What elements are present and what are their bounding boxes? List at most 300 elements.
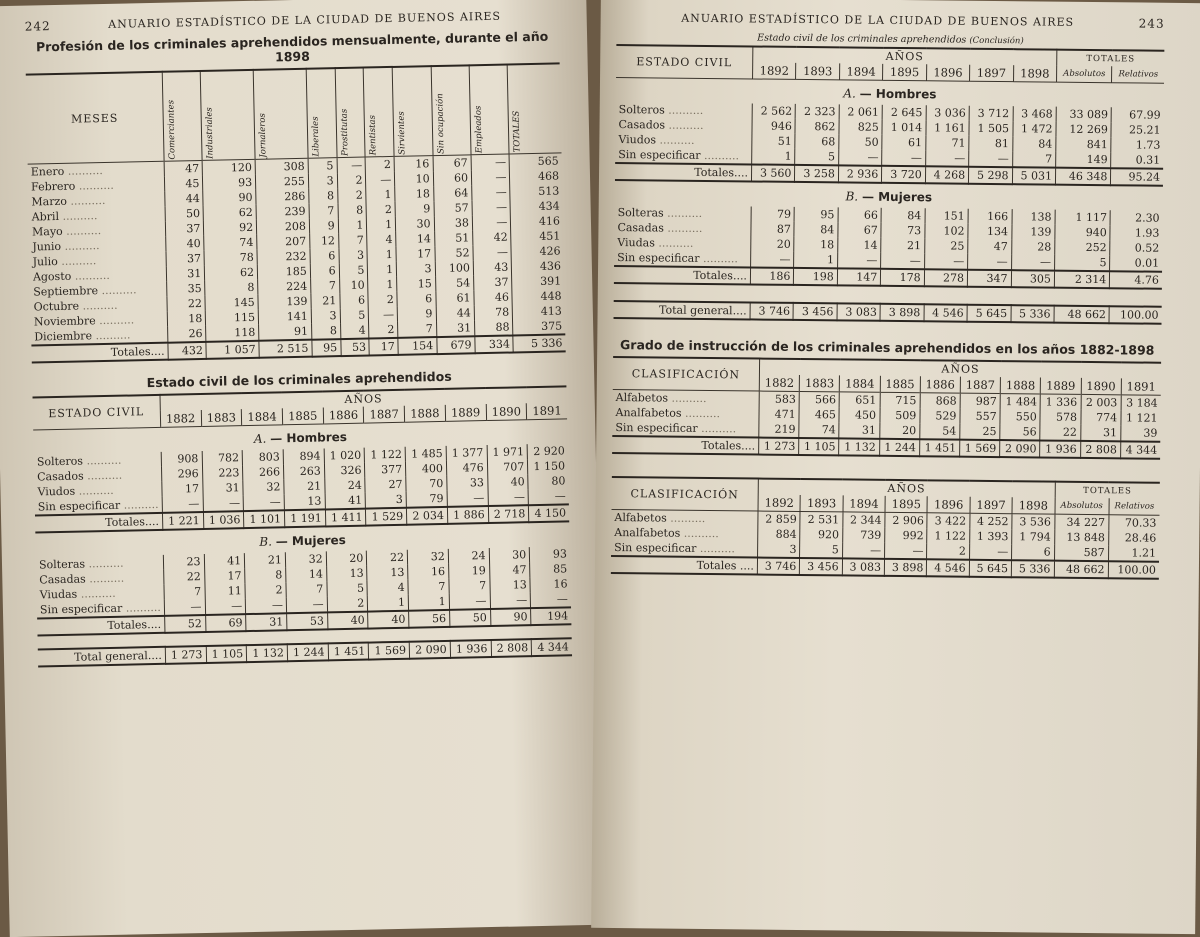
data-cell: 239 [256,204,309,220]
totals-cell: 4 268 [925,166,969,183]
data-cell: 7 [408,579,449,595]
totals-cell: 4 344 [531,638,572,656]
data-cell: 707 [487,459,528,475]
year-header: 1893 [796,63,840,80]
data-cell: 41 [325,493,366,510]
row-label-text: Sin especificar [618,148,701,162]
data-cell: 583 [759,391,799,407]
data-cell: 79 [751,206,795,221]
data-cell: 24 [448,548,489,564]
totals-cell: 1 569 [960,440,1000,457]
data-cell: 5 [800,542,843,558]
totals-cell: 679 [436,336,475,354]
row-label-text: Solteras [38,557,86,572]
year-header: 1890 [486,403,527,420]
data-cell: — [969,544,1012,560]
data-cell: 224 [258,279,311,295]
estado-title: Estado civil de los criminales aprehendidos [146,368,452,391]
data-cell: 413 [513,303,565,319]
data-cell: 1.73 [1111,137,1163,153]
leader-dots: .......... [666,511,706,525]
leader-dots: .......... [681,406,721,421]
data-cell: 426 [511,243,563,259]
totals-cell: 46 348 [1055,168,1111,186]
data-cell: 67 [838,222,882,237]
totals-cell: 5 645 [969,560,1012,577]
column-header [392,66,432,156]
leader-dots: .......... [663,221,703,235]
data-cell: 286 [256,189,309,205]
row-label [611,525,758,542]
data-cell: 578 [1040,409,1080,424]
data-cell: 73 [881,223,925,238]
data-cell: 4 [340,322,369,339]
running-head-text: ANUARIO ESTADÍSTICO DE LA CIUDAD DE BUENOS AIRES [108,9,502,31]
totals-cell: 1 273 [165,646,206,664]
data-cell: 84 [1012,136,1056,151]
data-cell: 44 [165,191,204,207]
row-label-text: Julio [32,254,58,269]
year-header: 1891 [1121,378,1161,395]
data-cell: 22 [167,296,206,312]
totals-cell: 3 258 [795,165,839,182]
data-cell: 434 [510,198,562,214]
data-cell: 862 [795,119,839,134]
data-cell: 3 712 [969,106,1013,121]
data-cell: 2 [327,596,368,613]
data-cell: 451 [511,228,563,244]
data-cell: 255 [256,174,309,190]
row-label-text: Viudas [39,587,78,602]
data-cell: 266 [243,464,284,480]
data-cell: 2 [369,322,398,339]
data-cell: 1.21 [1108,545,1159,562]
totals-cell: 2 808 [491,639,532,657]
totals-cell: 17 [369,338,398,356]
leader-dots: .......... [71,268,110,283]
data-cell: 2.30 [1110,210,1162,226]
data-cell: 151 [925,208,969,223]
year-header: 1886 [323,407,364,424]
totals-cell: 178 [881,269,925,286]
data-cell: — [838,149,882,165]
leader-dots: .......... [62,224,102,238]
data-cell: 22 [367,550,408,566]
data-cell: 12 [310,233,339,249]
data-cell: 32 [407,549,448,565]
data-cell: 139 [258,294,311,310]
row-label-text: Enero [30,164,65,179]
data-cell: 391 [512,273,564,289]
row-label [615,147,752,164]
data-cell: 587 [1054,545,1108,562]
section-name: — Mujeres [275,533,347,549]
totals-cell: 1 886 [447,506,488,524]
totals-cell: 3 720 [882,166,926,183]
data-cell: 565 [509,153,561,170]
totals-cell: 56 [409,610,450,628]
data-cell: 64 [433,185,472,201]
data-cell: 1 014 [882,120,926,135]
data-cell: 118 [206,325,259,342]
row-label-text: Alfabetos [615,391,669,405]
year-header: 1884 [840,375,880,392]
year-header: 1888 [1000,377,1040,394]
row-label-text: Sin especificar [37,498,121,514]
year-header: 1896 [926,64,970,81]
totals-cell: 4 344 [1120,441,1160,458]
data-cell: 377 [365,462,406,478]
data-cell: 8 [245,567,286,583]
data-cell: — [751,251,795,267]
data-cell: 3 [339,247,368,263]
data-cell: 5 [340,307,369,323]
year-header: 1896 [927,496,970,513]
data-cell: — [205,598,246,615]
data-cell: 1 794 [1012,529,1055,544]
totals-cell: 90 [490,608,531,626]
totals-cell: 4 546 [924,304,968,321]
data-cell: 7 [398,321,437,338]
totals-cell: 432 [168,342,207,360]
totals-cell: 1 936 [1040,440,1080,457]
leader-dots: .......... [85,571,125,586]
row-label-text: Solteros [618,103,665,117]
running-head-text: ANUARIO ESTADÍSTICO DE LA CIUDAD DE BUENOS AIRES [681,11,1075,29]
data-cell: 43 [473,259,512,275]
totals-cell: 3 083 [837,303,881,320]
data-cell: 44 [436,305,475,321]
row-label [614,235,751,251]
totals-cell: 147 [837,268,881,285]
totals-label: Totales.... [694,165,749,180]
data-cell: 93 [530,546,571,562]
row-label-text: Sin especificar [615,421,698,435]
column-header [306,68,337,158]
totals-cell: 347 [967,270,1011,287]
row-label-text: Casados [37,469,84,484]
data-cell: — [447,490,488,507]
data-cell: 25 [960,424,1000,440]
row-label-text: Casados [618,118,666,132]
row-label-text: Junio [32,239,62,254]
data-cell: 21 [284,478,325,494]
data-cell: 3 [308,173,337,189]
data-cell: 30 [489,547,530,563]
data-cell: 782 [202,450,243,466]
leader-dots: .......... [77,586,116,601]
data-cell: 42 [473,229,512,245]
data-cell: 219 [759,422,799,438]
data-cell: 71 [925,135,969,150]
data-cell: 47 [968,239,1012,254]
leader-dots: .......... [75,483,114,498]
row-label [615,117,752,133]
totals-cell: 2 515 [259,340,312,358]
year-header: 1882 [160,410,201,427]
data-cell: 3 468 [1013,106,1057,121]
totals-label: Totales.... [701,438,756,453]
data-cell: 1 [367,217,396,233]
row-label-text: Analfabetos [615,406,682,420]
data-cell: 74 [204,235,257,251]
data-cell: 326 [324,463,365,479]
row-label [611,510,758,527]
year-header: 1892 [758,495,801,512]
data-cell: 30 [396,216,435,232]
data-cell: — [162,496,203,513]
totals-cell: 100.00 [1108,561,1159,579]
totals-cell: 1 529 [366,508,407,526]
leader-dots: .......... [664,118,704,132]
data-cell: 37 [474,274,513,290]
data-cell: 16 [408,564,449,580]
data-cell: 2 [368,292,397,308]
totals-cell: 1 132 [247,644,288,662]
data-cell: 61 [436,290,475,306]
estado-civil-header: ESTADO CIVIL [616,45,753,79]
totals-cell: 5 336 [513,334,565,352]
data-cell: 803 [242,449,283,465]
column-header-text: Sirvientes [396,111,408,155]
data-cell: 47 [489,562,530,578]
data-cell: — [471,154,510,170]
data-cell: 6 [1012,544,1055,560]
data-cell: 61 [882,135,926,150]
data-cell: 15 [397,276,436,292]
data-cell: 16 [394,156,433,172]
totals-cell: 40 [327,612,368,630]
estado-cont-title-text: Estado civil de los criminales aprehendidos [757,32,967,46]
data-cell: 1 [752,148,796,164]
data-cell: 134 [968,224,1012,239]
leader-dots: .......... [60,239,100,253]
data-cell: 31 [436,320,475,337]
row-label [611,540,758,558]
data-cell: 139 [1011,224,1055,239]
data-cell: 223 [202,465,243,481]
data-cell: — [243,494,284,511]
data-cell: 6 [340,292,369,308]
row-label-text: Octubre [33,299,80,314]
totals-cell: 194 [531,607,572,625]
totals-cell: 2 090 [409,641,450,659]
totals-label: Totales.... [105,514,160,530]
data-cell: 1 122 [365,447,406,463]
data-cell: 23 [163,554,204,570]
leader-dots: .......... [97,283,137,298]
row-label [614,220,751,236]
data-cell: 102 [925,223,969,238]
section-letter: B. [259,534,273,549]
data-cell: 5 [795,149,839,165]
row-label-text: Analfabetos [614,526,681,540]
row-label-text: Sin especificar [614,541,697,555]
totals-cell: 2 936 [838,165,882,182]
totals-cell: 4 546 [927,559,970,576]
year-header: 1895 [885,496,928,513]
totals-cell: 3 746 [757,558,800,575]
data-cell: 1 336 [1040,394,1080,410]
data-cell: — [528,488,569,505]
data-cell: 5 [1055,255,1111,272]
totals-cell: 1 105 [206,645,247,663]
data-cell: 31 [1080,425,1120,441]
data-cell: 2 061 [839,104,883,119]
data-cell: 1 117 [1055,210,1111,226]
year-header: 1894 [839,63,883,80]
year-header: 1890 [1081,378,1121,395]
row-label [614,250,751,267]
data-cell: 100 [435,260,474,276]
data-cell: 20 [326,551,367,567]
data-cell: — [881,253,925,269]
data-cell: 51 [752,133,796,148]
data-cell: 52 [435,245,474,261]
data-cell: 884 [758,527,801,542]
relativos-header: Relativos [1109,498,1160,515]
data-cell: 95 [794,207,838,222]
spacer [614,283,751,302]
totals-cell: 1 101 [244,510,285,528]
section-letter: A. [253,431,267,446]
leader-dots: .......... [696,541,735,556]
leader-dots: .......... [64,164,103,178]
data-cell: 138 [1012,209,1056,224]
data-cell: 0.01 [1110,255,1162,272]
data-cell: 78 [204,250,257,266]
data-cell: 2 003 [1081,394,1121,410]
totals-cell: 53 [287,612,328,630]
data-cell: — [925,150,969,166]
data-cell: 3 184 [1121,395,1161,411]
year-header: 1885 [880,376,920,393]
leader-dots: .......... [82,453,122,468]
section-letter: A. [843,86,856,101]
year-header: 1888 [404,405,445,422]
data-cell: 54 [920,423,960,439]
data-cell: 22 [163,569,204,585]
data-cell: 5 [339,262,368,278]
data-cell: 25 [924,238,968,253]
totals-cell: 3 898 [884,559,927,576]
year-header: 1897 [970,497,1013,514]
data-cell: 25.21 [1111,122,1163,138]
data-cell: 1 [368,262,397,278]
column-header-text: TOTALES [511,110,523,153]
data-cell: — [882,150,926,166]
data-cell: 825 [839,119,883,134]
data-cell: 68 [795,134,839,149]
data-cell: 62 [203,205,256,221]
totals-cell: 1 936 [450,640,491,658]
data-cell: 81 [969,136,1013,151]
data-cell: 33 089 [1056,107,1112,123]
year-header: 1884 [242,408,283,425]
row-label-text: Viudos [37,484,76,499]
leader-dots: .......... [91,328,131,343]
totals-cell: 1 244 [287,643,328,661]
leader-dots: .......... [700,148,740,163]
data-cell: 1 971 [487,444,528,460]
totals-cell: 154 [398,337,437,355]
data-cell: 1 121 [1121,410,1161,425]
data-cell: 3 036 [926,105,970,120]
data-cell: 5 [308,158,337,174]
totals-cell: 2 808 [1080,441,1120,458]
totals-cell: 3 746 [750,302,794,319]
totals-label: Totales.... [110,344,165,359]
row-label-text: Alfabetos [614,511,667,525]
data-cell: 74 [799,422,839,438]
totals-cell: 48 662 [1054,306,1110,324]
leader-dots: .......... [78,298,118,313]
row-label-text: Solteros [36,454,84,469]
column-header [201,70,256,161]
relativos-header: Relativos [1112,66,1164,83]
data-cell: 18 [167,311,206,327]
data-cell: 84 [881,208,925,223]
data-cell: — [1011,254,1055,270]
data-cell: 4 252 [970,513,1013,529]
data-cell: 13 848 [1054,530,1108,546]
column-header [469,65,509,155]
year-header: 1889 [1041,377,1081,394]
totals-label: Totales.... [693,268,748,283]
data-cell: 149 [1056,152,1112,169]
estado-civil-table-left [32,385,572,667]
data-cell: 17 [162,481,203,497]
data-cell: 39 [1120,425,1160,441]
data-cell: 10 [395,171,434,187]
data-cell: 166 [968,209,1012,224]
totals-cell: 3 560 [751,164,795,181]
year-header: 1891 [527,402,568,419]
years-label: AÑOS [758,479,1055,498]
totals-cell: 5 031 [1012,167,1056,184]
totals-cell: 1 132 [839,438,879,455]
row-label [612,420,759,438]
data-cell: 2 859 [758,511,801,527]
column-header-text: Jornaleros [257,113,269,158]
data-cell: 51 [434,230,473,246]
data-cell: 2 [245,582,286,598]
data-cell: 67.99 [1111,107,1163,123]
data-cell: 2 344 [843,512,886,528]
totals-cell: 53 [341,338,370,356]
data-cell: 1 161 [926,120,970,135]
data-cell: 940 [1055,225,1111,241]
data-cell: 1 505 [969,121,1013,136]
data-cell: — [472,184,511,200]
row-label-text: Casadas [617,221,664,235]
year-header: 1893 [800,495,843,512]
column-header-text: Empleados [473,105,485,154]
data-cell: 84 [794,222,838,237]
year-header: 1887 [960,377,1000,394]
data-cell: 468 [510,168,562,184]
leader-dots: .......... [664,103,704,117]
leader-dots: .......... [699,251,739,266]
data-cell: 21 [881,238,925,253]
data-cell: 513 [510,183,562,199]
totals-cell: 1 105 [799,438,839,455]
data-cell: 5 [327,581,368,597]
data-cell: 17 [204,568,245,584]
data-cell: 88 [474,319,513,336]
row-label [615,132,752,148]
totals-cell: 52 [164,615,205,633]
